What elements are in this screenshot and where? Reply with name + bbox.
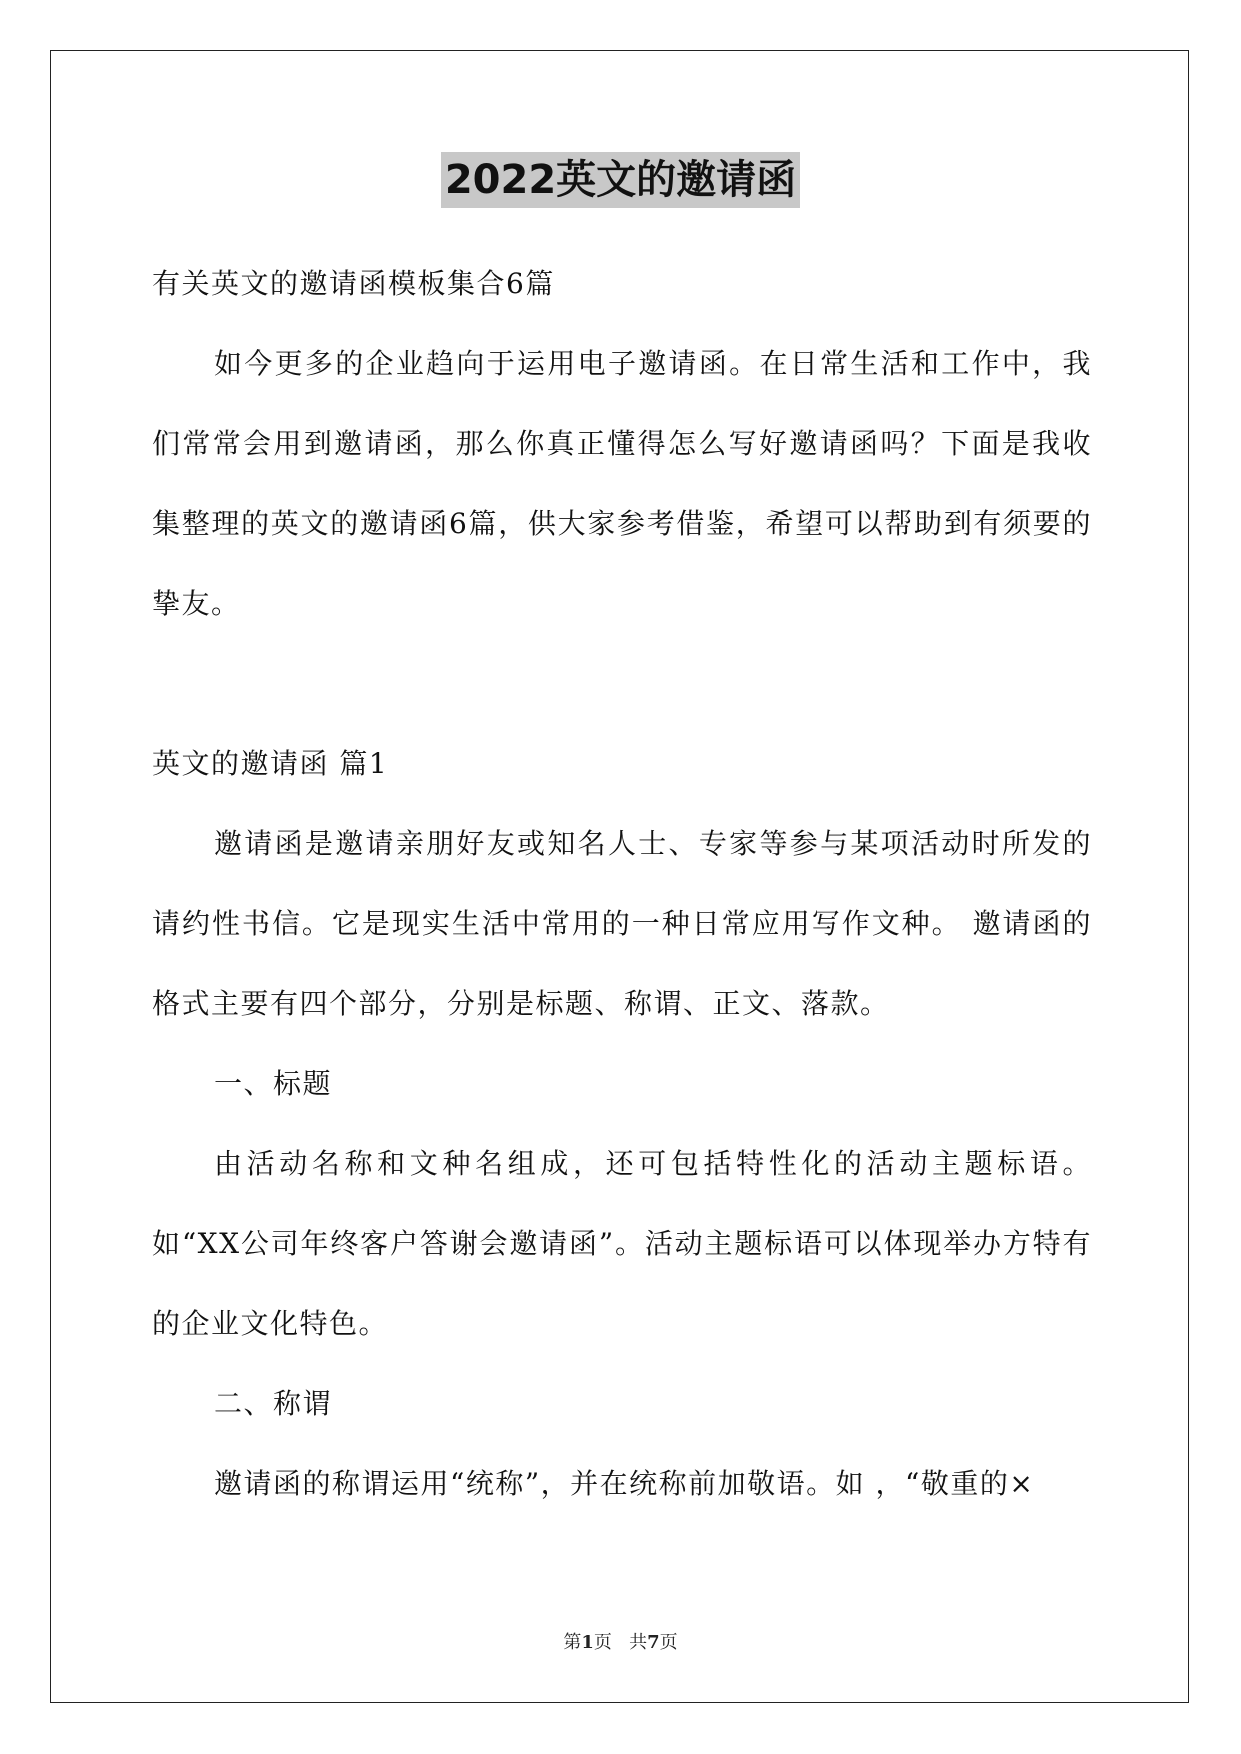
body-paragraph: 邀请函的称谓运用“统称”，并在统称前加敬语。如 ，“敬重的×	[214, 1467, 1035, 1500]
document-title: 2022英文的邀请函	[441, 152, 800, 208]
title-container	[0, 152, 1241, 208]
total-pages: 7	[647, 1632, 660, 1653]
body-paragraph: 邀请函是邀请亲朋好友或知名人士、专家等参与某项活动时所发的请约性书信。它是现实生活中常用的一种日常应用写作文种。 邀请函的格式主要有四个部分，分别是标题、称谓、正文、落款。	[152, 827, 1092, 1020]
subheading-title: 一、标题	[214, 1067, 333, 1100]
page-prefix: 第	[563, 1632, 582, 1653]
page-number: 1	[581, 1632, 594, 1653]
document-subtitle: 有关英文的邀请函模板集合6篇	[152, 267, 555, 300]
body-paragraph: 由活动名称和文种名组成，还可包括特性化的活动主题标语。如“XX公司年终客户答谢会邀请函”。活动主题标语可以体现举办方特有的企业文化特色。	[152, 1147, 1092, 1340]
section-heading: 英文的邀请函 篇1	[152, 747, 389, 780]
total-suffix: 页	[659, 1632, 678, 1653]
total-prefix: 共	[629, 1632, 648, 1653]
intro-paragraph: 如今更多的企业趋向于运用电子邀请函。在日常生活和工作中，我们常常会用到邀请函，那么你真正懂得怎么写好邀请函吗？下面是我收集整理的英文的邀请函6篇，供大家参考借鉴，希望可以帮助到有须要的挚友。	[152, 347, 1092, 620]
page-suffix: 页	[593, 1632, 612, 1653]
subheading-salutation: 二、称谓	[214, 1387, 333, 1420]
page-footer	[0, 1628, 1241, 1654]
document-body	[152, 244, 1092, 1524]
